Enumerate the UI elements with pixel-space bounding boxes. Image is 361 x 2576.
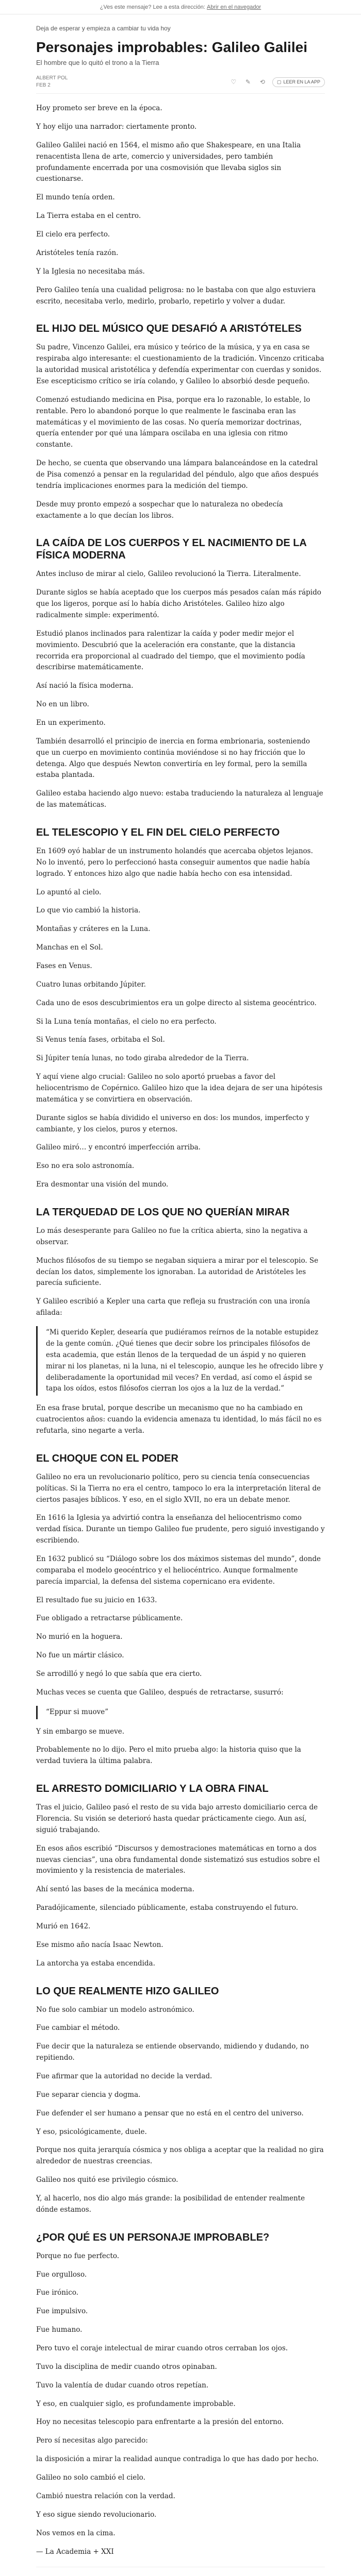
paragraph: Lo que vio cambió la historia. <box>36 906 141 915</box>
paragraph: Galileo no solo cambió el cielo. <box>36 2473 145 2482</box>
header-actions <box>229 77 325 87</box>
paragraph: Galileo nos quitó ese privilegio cósmico. <box>36 2176 178 2184</box>
paragraph: Fue impulsivo. <box>36 2307 88 2316</box>
paragraph: Y sin embargo se mueve. <box>36 1727 125 1736</box>
quote-text: “Eppur si muove” <box>46 1707 109 1716</box>
paragraph: En 1616 la Iglesia ya advirtió contra la enseñanza del heliocentrismo como verdad física. Durante un tiempo Galileo fue prudente, pero siguió investigando y escribiendo. <box>36 1514 325 1545</box>
app-icon: ▢ <box>276 79 282 84</box>
paragraph: No murió en la hoguera. <box>36 1633 123 1641</box>
paragraph: Ese mismo año nacía Isaac Newton. <box>36 1940 163 1949</box>
top-banner <box>0 0 361 14</box>
paragraph: La antorcha ya estaba encendida. <box>36 1959 155 1968</box>
paragraph: Muchas veces se cuenta que Galileo, después de retractarse, susurró: <box>36 1688 284 1697</box>
blockquote <box>36 1706 325 1719</box>
paragraph: Fue cambiar el método. <box>36 2024 120 2032</box>
paragraph: Cambió nuestra relación con la verdad. <box>36 2492 175 2500</box>
paragraph: Fue afirmar que la autoridad no decide la verdad. <box>36 2072 212 2081</box>
paragraph: Era desmontar una visión del mundo. <box>36 1180 169 1189</box>
section-heading: LO QUE REALMENTE HIZO GALILEO <box>36 1985 219 1997</box>
paragraph: Y, al hacerlo, nos dio algo más grande: la posibilidad de entender realmente dónde estamos. <box>36 2194 305 2214</box>
paragraph: Y eso, psicológicamente, duele. <box>36 2127 147 2136</box>
paragraph: En un experimento. <box>36 718 106 727</box>
paragraph: Aristóteles tenía razón. <box>36 248 119 257</box>
paragraph: Y eso sigue siendo revolucionario. <box>36 2510 157 2519</box>
paragraph: la disposición a mirar la realidad aunque contradiga lo que has dado por hecho. <box>36 2455 319 2464</box>
post-date: FEB 2 <box>36 82 51 89</box>
paragraph: Probablemente no lo dijo. Pero el mito prueba algo: la historia quiso que la verdad tuviera la última palabra. <box>36 1745 301 1766</box>
paragraph: En 1609 oyó hablar de un instrumento holandés que acercaba objetos lejanos. No lo inventó, pero lo perfeccionó hasta conseguir aumentos que nadie había logrado. Y entonces hizo algo que nadie había hecho con esa intensidad. <box>36 847 313 878</box>
paragraph: Lo más desesperante para Galileo no fue la crítica abierta, sino la negativa a observar. <box>36 1227 308 1246</box>
paragraph: Fue separar ciencia y dogma. <box>36 2090 141 2099</box>
paragraph: Porque no fue perfecto. <box>36 2251 120 2260</box>
paragraph: Porque nos quita jerarquía cósmica y nos obliga a aceptar que la realidad no gira alrededor de nuestras creencias. <box>36 2146 324 2166</box>
paragraph: Pero tuvo el coraje intelectual de mirar cuando otros cerraban los ojos. <box>36 2344 288 2353</box>
paragraph: Tuvo la valentía de dudar cuando otros repetían. <box>36 2381 209 2389</box>
paragraph: Galileo Galilei nació en 1564, el mismo año que Shakespeare, en una Italia renacentista llena de arte, comercio y universidades, pero también profundamente encerrada por una cosmovisión que llevaba siglos sin cuestionarse. <box>36 141 301 183</box>
section-heading: LA CAÍDA DE LOS CUERPOS Y EL NACIMIENTO DE LA FÍSICA MODERNA <box>36 537 307 562</box>
paragraph: No fue solo cambiar un modelo astronómico. <box>36 2005 194 2014</box>
paragraph: De hecho, se cuenta que observando una lámpara balanceándose en la catedral de Pisa comenzó a pensar en la regularidad del péndulo, algo que años después tendría implicaciones enormes para la medición del tiempo. <box>36 459 319 490</box>
quote-text: “Mi querido Kepler, desearía que pudiéramos reírnos de la notable estupidez de la gente común. ¿Qué tienes que decir sobre los principales filósofos de esta academia, que están llenos de la terquedad de un áspid y no quieren mirar ni los planetas, ni la luna, ni el telescopio, aunque les he ofrecido libre y deliberadamente la oportunidad mil veces? En verdad, así como el áspid se tapa los oídos, estos filósofos cierran los ojos a la luz de la verdad.” <box>46 1328 323 1393</box>
comment-icon[interactable]: ✎ <box>245 78 251 86</box>
paragraph: Su padre, Vincenzo Galilei, era músico y teórico de la música, y ya en casa se respiraba algo interesante: el cuestionamiento de la tradición. Vincenzo criticaba la autoridad musical aristotélica y defendía experimentar con cuerdas y sonidos. Ese escepticismo crítico se iría colando, y Galileo lo absorbió desde pequeño. <box>36 343 324 385</box>
paragraph: Hoy no necesitas telescopio para enfrentarte a la presión del entorno. <box>36 2418 284 2427</box>
paragraph: Durante siglos se había aceptado que los cuerpos más pesados caían más rápido que los ligeros, porque así lo había dicho Aristóteles. Galileo hizo algo radicalmente simple: experimentó. <box>36 588 321 619</box>
paragraph: Fue defender el ser humano a pensar que no está en el centro del universo. <box>36 2109 304 2117</box>
paragraph: Si la Luna tenía montañas, el cielo no era perfecto. <box>36 1017 217 1026</box>
paragraph: También desarrolló el principio de inercia en forma embrionaria, sosteniendo que un cuerpo en movimiento continúa moviéndose si no hay fricción que lo detenga. Algo que después Newton convertiría en ley formal, pero la semilla estaba plantada. <box>36 737 310 779</box>
paragraph: No fue un mártir clásico. <box>36 1651 124 1660</box>
paragraph: Si Júpiter tenía lunas, no todo giraba alrededor de la Tierra. <box>36 1054 249 1063</box>
section-heading: EL TELESCOPIO Y EL FIN DEL CIELO PERFECTO <box>36 827 280 838</box>
read-in-app-button[interactable] <box>272 77 325 87</box>
paragraph: Así nació la física moderna. <box>36 682 134 690</box>
paragraph: El resultado fue su juicio en 1633. <box>36 1596 157 1604</box>
section-heading: EL HIJO DEL MÚSICO QUE DESAFIÓ A ARISTÓTELES <box>36 323 302 335</box>
paragraph: Galileo no era un revolucionario político, pero su ciencia tenía consecuencias políticas. Si la Tierra no era el centro, tampoco lo era la interpretación literal de ciertos pasajes bíblicos. Y eso, en el siglo XVII, no era un debate menor. <box>36 1472 321 1504</box>
blockquote <box>36 1326 325 1396</box>
paragraph: Estudió planos inclinados para ralentizar la caída y poder medir mejor el movimiento. Descubrió que la aceleración era constante, que la distancia recorrida era proporcional al cuadrado del tiempo, que el movimiento podía describirse matemáticamente. <box>36 629 305 672</box>
subscribe-box <box>36 2567 325 2576</box>
paragraph: Paradójicamente, silenciado públicamente, estaba construyendo el futuro. <box>36 1904 299 1912</box>
section-heading: EL CHOQUE CON EL PODER <box>36 1452 178 1464</box>
paragraph: Fue orgulloso. <box>36 2270 87 2279</box>
paragraph: — La Academia + XXI <box>36 2547 114 2556</box>
paragraph: En esos años escribió “Discursos y demostraciones matemáticas en torno a dos nuevas ciencias”, una obra fundamental donde sistematizó sus estudios sobre el movimiento y la resistencia de materiales. <box>36 1844 320 1875</box>
paragraph: Durante siglos se había dividido el universo en dos: los mundos, imperfecto y cambiante, y los cielos, puros y eternos. <box>36 1113 309 1133</box>
section-heading: ¿POR QUÉ ES UN PERSONAJE IMPROBABLE? <box>36 2231 270 2243</box>
author-name[interactable]: ALBERT POL <box>36 75 68 81</box>
paragraph: Hoy prometo ser breve en la época. <box>36 104 162 113</box>
paragraph: Se arrodilló y negó lo que sabía que era cierto. <box>36 1669 202 1678</box>
paragraph: Galileo miró… y encontró imperfección arriba. <box>36 1143 201 1152</box>
paragraph: Pero sí necesitas algo parecido: <box>36 2436 148 2445</box>
section-heading: EL ARRESTO DOMICILIARIO Y LA OBRA FINAL <box>36 1783 269 1795</box>
paragraph: Y la Iglesia no necesitaba más. <box>36 267 145 276</box>
restack-icon[interactable]: ⟲ <box>259 78 265 86</box>
heart-icon[interactable]: ♡ <box>231 78 237 86</box>
open-in-browser-link[interactable]: Abrir en el navegador <box>207 4 261 10</box>
paragraph: Pero Galileo tenía una cualidad peligrosa: no le bastaba con que algo estuviera escrito, necesitaba verlo, medirlo, probarlo, repetirlo y volver a dudar. <box>36 285 316 306</box>
paragraph: Comenzó estudiando medicina en Pisa, porque era lo razonable, lo estable, lo rentable. Pero lo abandonó porque lo que realmente le fascinaba eran las matemáticas y el movimiento de las cosas. No quería memorizar doctrinas, quería entender por qué una lámpara oscilaba en una iglesia con ritmo constante. <box>36 395 310 449</box>
top-banner-text: ¿Ves este mensaje? Lee a esta dirección: <box>100 4 205 10</box>
section-heading: LA TERQUEDAD DE LOS QUE NO QUERÍAN MIRAR <box>36 1207 290 1218</box>
paragraph: Si Venus tenía fases, orbitaba el Sol. <box>36 1036 165 1044</box>
paragraph: Muchos filósofos de su tiempo se negaban siquiera a mirar por el telescopio. Se decían los datos, simplemente los ignoraban. La autoridad de Aristóteles les parecía suficiente. <box>36 1256 319 1287</box>
paragraph: Fue humano. <box>36 2326 83 2334</box>
paragraph: Tuvo la disciplina de medir cuando otros opinaban. <box>36 2362 217 2371</box>
article <box>36 14 325 2576</box>
paragraph: Y hoy elijo una narrador: ciertamente pronto. <box>36 123 197 131</box>
paragraph: Y eso, en cualquier siglo, es profundamente improbable. <box>36 2399 236 2408</box>
byline <box>36 75 68 89</box>
paragraph: En 1632 publicó su “Diálogo sobre los dos máximos sistemas del mundo”, donde comparaba el modelo geocéntrico y el heliocéntrico. Aunque formalmente parecía imparcial, la defensa del sistema copernicano era evidente. <box>36 1554 321 1586</box>
paragraph: Montañas y cráteres en la Luna. <box>36 925 151 934</box>
paragraph: El cielo era perfecto. <box>36 230 110 239</box>
paragraph: En esa frase brutal, porque describe un mecanismo que no ha cambiado en cuatrocientos años: cuando la evidencia amenaza tu identidad, lo más fácil no es refutarla, sino negarte a verla. <box>36 1404 322 1435</box>
paragraph: Galileo estaba haciendo algo nuevo: estaba traduciendo la naturaleza al lenguaje de las matemáticas. <box>36 789 323 809</box>
paragraph: La Tierra estaba en el centro. <box>36 212 141 221</box>
paragraph: Fue decir que la naturaleza se entiende observando, midiendo y dudando, no repitiendo. <box>36 2042 309 2062</box>
paragraph: Fases en Venus. <box>36 962 92 971</box>
article-body <box>36 103 325 2557</box>
paragraph: Eso no era solo astronomía. <box>36 1162 135 1171</box>
paragraph: Murió en 1642. <box>36 1922 91 1930</box>
paragraph: Fue irónico. <box>36 2289 78 2297</box>
paragraph: Lo apuntó al cielo. <box>36 888 102 896</box>
kicker: Deja de esperar y empieza a cambiar tu vida hoy <box>36 25 171 32</box>
paragraph: Ahí sentó las bases de la mecánica moderna. <box>36 1885 194 1894</box>
subtitle: El hombre que lo quitó el trono a la Tierra <box>36 59 159 67</box>
paragraph: Y Galileo escribió a Kepler una carta que refleja su frustración con una ironía afilada: <box>36 1297 310 1317</box>
paragraph: El mundo tenía orden. <box>36 193 115 202</box>
paragraph: Fue obligado a retractarse públicamente. <box>36 1614 183 1623</box>
page-title: Personajes improbables: Galileo Galilei <box>36 39 307 55</box>
paragraph: Cuatro lunas orbitando Júpiter. <box>36 980 146 989</box>
byline-row <box>36 72 325 94</box>
paragraph: Y aquí viene algo crucial: Galileo no solo aportó pruebas a favor del heliocentrismo de Copérnico. Galileo hizo que la idea dejara de ser una hipótesis matemática y se convirtiera en observación. <box>36 1073 323 1104</box>
paragraph: Tras el juicio, Galileo pasó el resto de su vida bajo arresto domiciliario cerca de Florencia. Su visión se deterioró hasta quedar prácticamente ciego. Aun así, siguió trabajando. <box>36 1803 318 1834</box>
paragraph: Manchas en el Sol. <box>36 943 103 952</box>
paragraph: No en un libro. <box>36 700 89 709</box>
read-in-app-label: LEER EN LA APP <box>283 79 320 85</box>
paragraph: Nos vemos en la cima. <box>36 2529 116 2537</box>
paragraph: Cada uno de esos descubrimientos era un golpe directo al sistema geocéntrico. <box>36 998 317 1007</box>
paragraph: Desde muy pronto empezó a sospechar que lo naturaleza no obedecía exactamente a lo que decían los libros. <box>36 500 283 520</box>
paragraph: Antes incluso de mirar al cielo, Galileo revolucionó la Tierra. Literalmente. <box>36 570 301 579</box>
